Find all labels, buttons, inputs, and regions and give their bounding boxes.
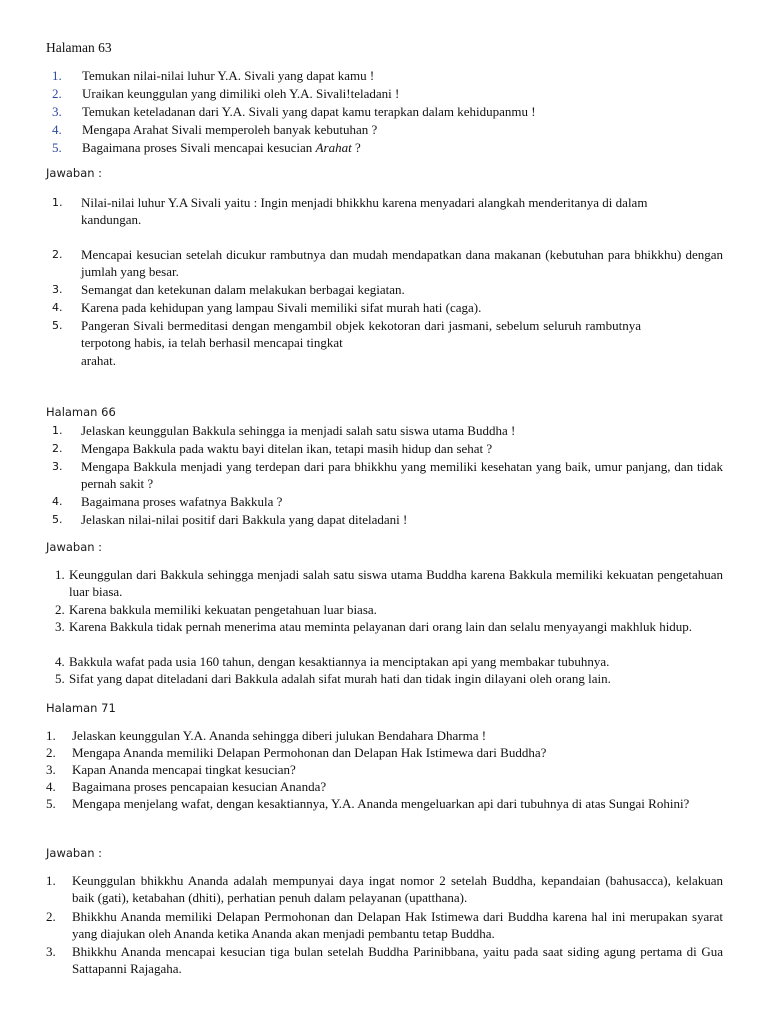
question-item: [52, 493, 723, 511]
list-number: 4.: [52, 301, 63, 314]
list-number: 4.: [52, 122, 62, 137]
answers-halaman-71: [46, 872, 723, 978]
question-item: [52, 67, 732, 85]
answer-item: [46, 908, 723, 943]
list-number: 2.: [52, 86, 62, 101]
question-item: [52, 458, 723, 493]
question-item: [46, 761, 723, 778]
answer-text: Mencapai kesucian setelah dicukur rambutnya dan mudah mendapatkan dana makanan (kebutuhan para bhikkhu) dengan jumlah yang besar.: [81, 247, 723, 280]
question-item: [52, 422, 723, 440]
question-item: [46, 795, 723, 830]
question-text: Mengapa Bakkula pada waktu bayi ditelan ikan, tetapi masih hidup dan sehat ?: [81, 441, 493, 456]
list-number: 5.: [52, 319, 63, 332]
list-number: 1.: [46, 873, 56, 888]
question-text: Jelaskan keunggulan Y.A. Ananda sehingga diberi julukan Bendahara Dharma !: [72, 728, 487, 743]
question-item: [52, 511, 723, 529]
question-text: Bagaimana proses pencapaian kesucian Ananda?: [72, 779, 327, 794]
answer-text: Nilai-nilai luhur Y.A Sivali yaitu : Ingin menjadi bhikkhu karena menyadari alangkah menderitanya di dalam: [81, 195, 648, 210]
answer-item: [55, 601, 723, 618]
list-number: 4.: [52, 495, 63, 508]
question-text: Mengapa Bakkula menjadi yang terdepan dari para bhikkhu yang memiliki kesehatan yang baik, umur panjang, dan tidak pernah sakit ?: [81, 459, 723, 492]
question-text: Uraikan keunggulan yang dimiliki oleh Y.A. Sivali!teladani !: [82, 86, 400, 101]
question-item: [46, 778, 723, 795]
answer-label-halaman-63: Jawaban :: [46, 166, 103, 180]
list-number: 5.: [46, 796, 56, 811]
list-number: 3.: [52, 283, 63, 296]
section-title-halaman-66: Halaman 66: [46, 405, 116, 419]
list-number: 1.: [52, 68, 62, 83]
question-text: Bagaimana proses wafatnya Bakkula ?: [81, 494, 283, 509]
answers-halaman-66: [55, 566, 723, 687]
section-title-halaman-63: Halaman 63: [46, 40, 112, 55]
question-item: [52, 139, 732, 157]
list-number: 1.: [52, 424, 63, 437]
answer-label-halaman-71: Jawaban :: [46, 846, 103, 860]
answer-text: Pangeran Sivali bermeditasi dengan mengambil objek kekotoran dari jasmani, sebelum seluruh rambutnya terpotong habis, ia telah berhasil mencapai tingkat: [81, 318, 641, 351]
list-number: 3.: [52, 460, 63, 473]
answer-text: Bakkula wafat pada usia 160 tahun, dengan kesaktiannya ia menciptakan api yang membakar tubuhnya.: [69, 654, 610, 669]
question-text: Mengapa Arahat Sivali memperoleh banyak kebutuhan ?: [82, 122, 378, 137]
answer-item: [52, 299, 723, 317]
list-number: 2.: [52, 442, 63, 455]
list-number: 2.: [55, 602, 65, 617]
question-item: [52, 85, 732, 103]
italic-term: Arahat: [315, 140, 352, 155]
answer-item: [46, 943, 723, 978]
list-number: 4.: [46, 779, 56, 794]
question-item: [46, 727, 723, 744]
answer-item: [55, 670, 723, 687]
answer-text: Karena bakkula memiliki kekuatan pengetahuan luar biasa.: [69, 602, 377, 617]
answer-item: [52, 317, 723, 369]
question-item: [46, 744, 723, 761]
answer-item: [46, 872, 723, 908]
question-text: Jelaskan keunggulan Bakkula sehingga ia menjadi salah satu siswa utama Buddha !: [81, 423, 516, 438]
answers-halaman-63: [52, 194, 723, 369]
question-text: Temukan nilai-nilai luhur Y.A. Sivali yang dapat kamu !: [82, 68, 375, 83]
list-number: 5.: [55, 671, 65, 686]
list-number: 2.: [46, 745, 56, 760]
answer-text: Bhikkhu Ananda memiliki Delapan Permohonan dan Delapan Hak Istimewa dari Buddha karena hal ini merupakan syarat yang diajukan oleh Ananda ketika Ananda akan menjadi pembantu tetap Buddha.: [72, 909, 723, 942]
question-text: Kapan Ananda mencapai tingkat kesucian?: [72, 762, 296, 777]
list-number: 1.: [55, 567, 65, 582]
answer-text: Bhikkhu Ananda mencapai kesucian tiga bulan setelah Buddha Parinibbana, yaitu pada saat siding agung pertama di Gua Sattapanni Rajagaha.: [72, 944, 723, 977]
answer-text: Sifat yang dapat diteladani dari Bakkula adalah sifat murah hati dan tidak ingin dilayani oleh orang lain.: [69, 671, 611, 686]
list-number: 1.: [52, 196, 63, 209]
question-item: [52, 121, 732, 139]
answer-text: Karena pada kehidupan yang lampau Sivali memiliki sifat murah hati (caga).: [81, 300, 482, 315]
answer-item: [55, 566, 723, 601]
question-text: Temukan keteladanan dari Y.A. Sivali yang dapat kamu terapkan dalam kehidupanmu !: [82, 104, 536, 119]
answer-text: Karena Bakkula tidak pernah menerima atau meminta pelayanan dari orang lain dan selalu menyayangi makhluk hidup.: [69, 619, 693, 634]
list-number: 5.: [52, 513, 63, 526]
question-text: Mengapa menjelang wafat, dengan kesaktiannya, Y.A. Ananda mengeluarkan api dari tubuhnya di atas Sungai Rohini?: [72, 796, 690, 811]
section-title-halaman-71: Halaman 71: [46, 701, 116, 715]
answer-label-halaman-66: Jawaban :: [46, 540, 103, 554]
list-number: 2.: [46, 909, 56, 924]
answer-text: Semangat dan ketekunan dalam melakukan berbagai kegiatan.: [81, 282, 405, 297]
question-text: Jelaskan nilai-nilai positif dari Bakkula yang dapat diteladani !: [81, 512, 408, 527]
list-number: 1.: [46, 728, 56, 743]
list-number: 4.: [55, 654, 65, 669]
answer-text: Keunggulan dari Bakkula sehingga menjadi salah satu siswa utama Buddha karena Bakkula memiliki kekuatan pengetahuan luar biasa.: [69, 567, 723, 600]
answer-text-continued: arahat.: [81, 352, 117, 368]
answer-item: [52, 194, 723, 246]
questions-halaman-63: [52, 67, 732, 157]
answer-item: [52, 246, 723, 281]
answer-item: [52, 281, 723, 299]
question-text: Bagaimana proses Sivali mencapai kesucian Arahat ?: [82, 140, 361, 155]
list-number: 5.: [52, 140, 62, 155]
list-number: 3.: [55, 619, 65, 634]
list-number: 3.: [46, 944, 56, 959]
questions-halaman-66: [52, 422, 723, 529]
question-item: [52, 103, 732, 121]
questions-halaman-71: [46, 727, 723, 830]
list-number: 2.: [52, 248, 63, 261]
question-item: [52, 440, 723, 458]
question-text: Mengapa Ananda memiliki Delapan Permohonan dan Delapan Hak Istimewa dari Buddha?: [72, 745, 547, 760]
answer-text: Keunggulan bhikkhu Ananda adalah mempunyai daya ingat nomor 2 setelah Buddha, kepandaian (bahusacca), kelakuan baik (gati), ketabahan (dhiti), perhatian penuh dalam pelayanan (upatthana).: [72, 873, 723, 906]
answer-text-continued: kandungan.: [81, 212, 142, 228]
list-number: 3.: [52, 104, 62, 119]
answer-item: [55, 653, 723, 670]
list-number: 3.: [46, 762, 56, 777]
answer-item: [55, 618, 723, 653]
